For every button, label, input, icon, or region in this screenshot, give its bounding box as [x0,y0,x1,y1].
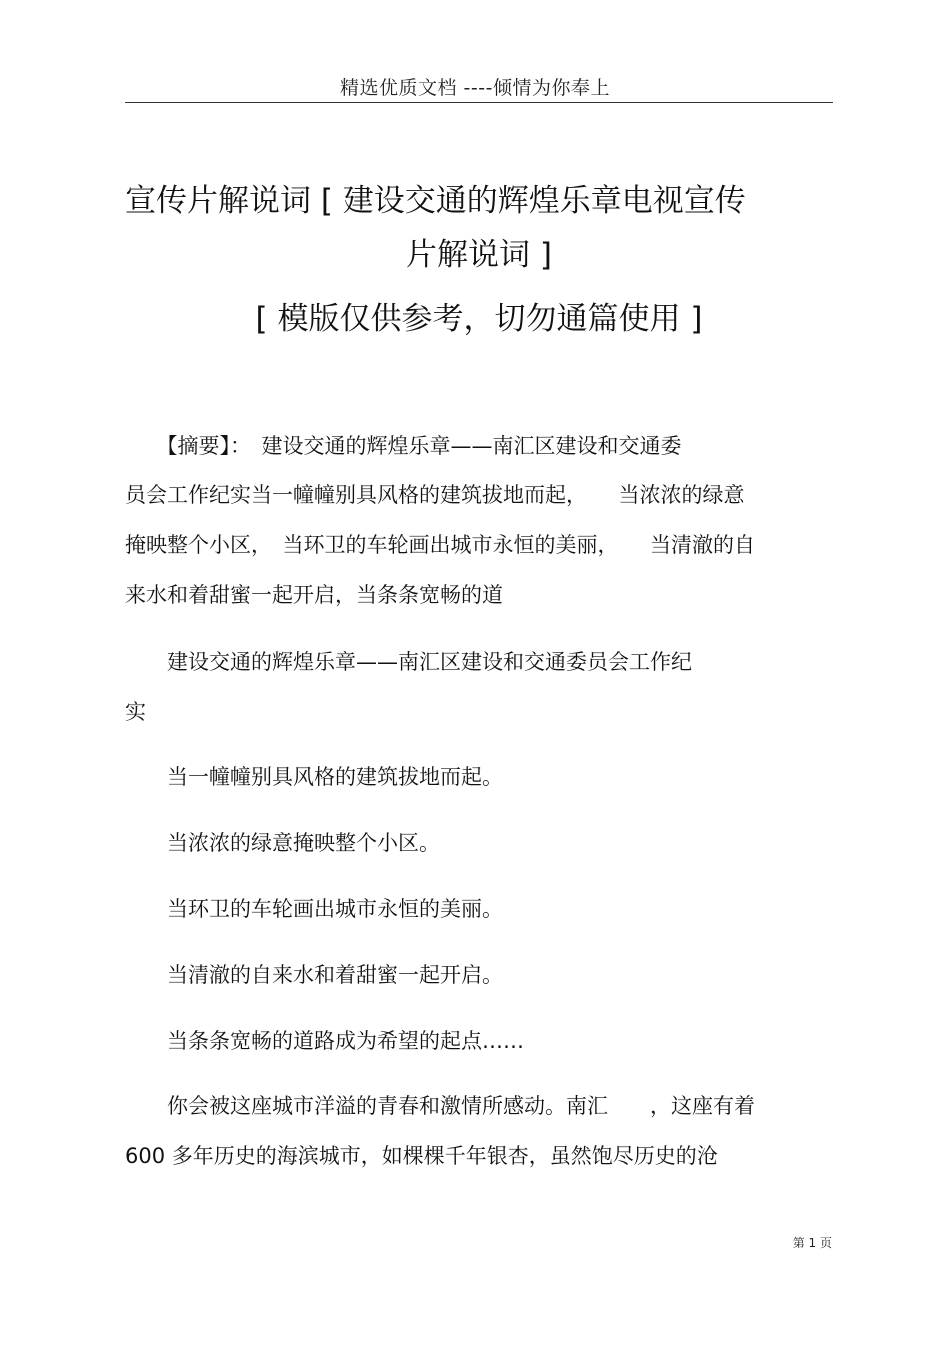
body-line: 实 [125,700,146,724]
body-line: 当浓浓的绿意掩映整个小区。 [125,831,440,855]
header-divider [125,102,833,103]
body-line: 你会被这座城市洋溢的青春和激情所感动。南汇 ，这座有着 [125,1094,755,1118]
title-line-1: 宣传片解说词 [ 建设交通的辉煌乐章电视宣传 [125,183,746,219]
page-number: 第 1 页 [792,1236,832,1250]
body-line: 建设交通的辉煌乐章——南汇区建设和交通委员会工作纪 [125,650,692,674]
body-line: 600 多年历史的海滨城市，如棵棵千年银杏，虽然饱尽历史的沧 [125,1144,718,1168]
title-line-2: 片解说词 ] [406,237,552,273]
body-line: 【摘要】： 建设交通的辉煌乐章——南汇区建设和交通委 [125,434,682,458]
body-line: 当清澈的自来水和着甜蜜一起开启。 [125,963,503,987]
body-line: 当环卫的车轮画出城市永恒的美丽。 [125,897,503,921]
body-line: 当一幢幢别具风格的建筑拔地而起。 [125,765,503,789]
body-line: 来水和着甜蜜一起开启，当条条宽畅的道 [125,583,503,607]
page-header: 精选优质文档 ----倾情为你奉上 [340,77,610,99]
body-line: 掩映整个小区， 当环卫的车轮画出城市永恒的美丽， 当清澈的自 [125,533,755,557]
title-line-3: [ 模版仅供参考，切勿通篇使用 ] [255,301,703,337]
body-line: 员会工作纪实当一幢幢别具风格的建筑拔地而起， 当浓浓的绿意 [125,483,745,507]
body-line: 当条条宽畅的道路成为希望的起点…… [125,1029,524,1053]
